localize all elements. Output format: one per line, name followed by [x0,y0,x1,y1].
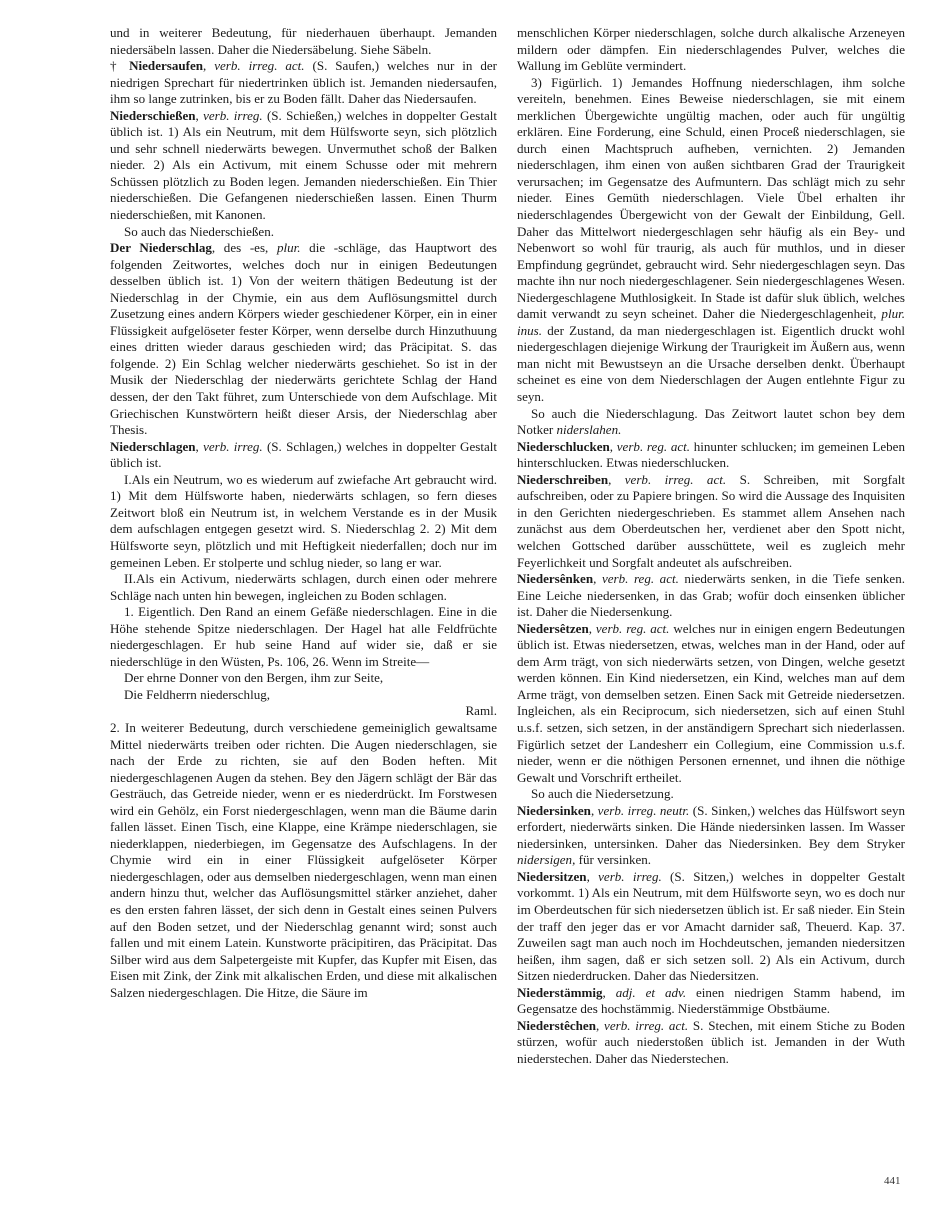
entry-text: (S. Saufen,) welches nur in der niedrigen Sprechart für niedertrinken üblich ist. Jemanden niedersaufen, ihm so lange zutrinken, bis er zu Boden fällt. Daher das Niedersaufen. [110,58,497,107]
entry-text: , [590,802,598,818]
grammar-note: verb. irreg. [598,868,662,884]
headword: Niederstêchen [517,1017,596,1033]
entry-text: menschlichen Körper niederschlagen, solche durch alkalische Arzeneyen mildern oder dämpfen. Ein niederschlagendes Pulver, welches die Wallung im Geblüte vermindert. [517,25,905,74]
entry-text: , [195,438,204,454]
entry-text: , [203,58,215,74]
entry-text: die -schläge, das Hauptwort des folgenden Zeitwortes, welches doch nur in einigen Bedeutungen desselben üblich ist. 1) Von der weitern thätigen Bedeutung ist der Niederschlag in der Chymie, ein aus dem Auflösungsmittel durch Zusetzung eines andern Körpers wieder geschiedener Körper, ein in einer Flüssigkeit aufgelöseter fester Körper, wenn derselbe durch Hinzuthuung eines dritten wieder daraus geschieden wird; das Präcipitat. S. das folgende. 2) Ein Schlag welcher niederwärts geschiehet. So ist in der Musik der Niederschlag der niederwärts gerichtete Schlag der Hand dessen, der den Takt führet, zum Unterschiede von dem Aufschlage. Mit Griechischen Kunstwörtern heißt dieser Arsis, der Niederschlag aber Thesis. [110,240,497,438]
grammar-note: verb. irreg. act. [604,1017,689,1033]
verse-line [110,670,497,687]
dictionary-paragraph [517,869,905,985]
page-number: 441 [884,1175,901,1187]
dictionary-paragraph [110,224,497,241]
headword: Niedersaufen [129,58,204,74]
dictionary-paragraph [517,406,905,439]
entry-text: und in weiterer Bedeutung, für niederhauen überhaupt. Jemanden niedersäbeln lassen. Daher die Niedersäbelung. Siehe Säbeln. [110,25,497,57]
entry-text: Der ehrne Donner von den Bergen, ihm zur Seite, [124,670,384,686]
headword: Niedersêtzen [517,620,589,636]
headword: Niedersênken [517,571,594,587]
dictionary-paragraph [517,75,905,406]
dictionary-paragraph [517,439,905,472]
entry-text: niederwärts senken, in die Tiefe senken. Eine Leiche niedersenken, in das Grab; wofür doch einsenken üblicher ist. Daher die Niedersenkung. [517,571,905,620]
grammar-note: verb. irreg. [203,438,263,454]
dictionary-paragraph [110,604,497,670]
entry-text: II.Als ein Activum, niederwärts schlagen, durch einen oder mehrere Schläge nach unten hin bewegen, ingleichen zu Boden schlagen. [110,571,497,603]
entry-text: So auch das Niederschießen. [124,223,274,239]
entry-text: , [593,571,602,587]
headword: Niedersinken [517,802,591,818]
grammar-note: verb. irreg. neutr. [597,802,690,818]
headword: Niederschlagen [110,438,196,454]
dictionary-paragraph [517,571,905,621]
dictionary-paragraph [110,720,497,1001]
dictionary-paragraph [110,240,497,439]
entry-text: , [588,620,596,636]
entry-text: (S. Sitzen,) welches in doppelter Gestalt vorkommt. 1) Als ein Neutrum, mit dem Hülfsworte seyn, wo es doch nur im Oberdeutschen für sich niedersetzen üblich ist. Er saß nieder. Ein Stein der traff den jeger das er vor Amacht darnider saß, Theuerd. Kap. 37. Zuweilen sagt man auch noch im Hochdeutschen, jemanden niedersitzen heißen, ihm sagen, daß er sich setzen soll. 2) Als ein Activum, durch Sitzen niederdrucken. Daher das Niedersitzen. [517,868,906,984]
entry-text: , [602,984,616,1000]
entry-text: Raml. [465,703,497,719]
entry-text: I.Als ein Neutrum, wo es wiederum auf zwiefache Art gebraucht wird. 1) Mit dem Hülfsworte haben, niederwärts schlagen, so fern dieses Zeitwort bloß ein Neutrum ist, in welchem Verstande es in der Musik dem aufschlagen entgegen gesetzt wird. S. Niederschlag 2. 2) Mit dem Hülfsworte seyn, plötzlich und mit Heftigkeit niederfallen; doch nur im gemeinen Leben. Er stolperte und schlug nieder, so lang er war. [110,471,497,570]
grammar-note: verb. reg. act. [595,620,670,636]
dictionary-paragraph [517,621,905,786]
entry-text: So auch die Niedersetzung. [531,786,674,802]
grammar-note: niderslahen. [556,422,622,438]
dictionary-paragraph [517,786,905,803]
entry-text: , [195,107,204,123]
entry-text: , [586,868,599,884]
entry-text: hinunter schlucken; im gemeinen Leben hinterschlucken. Etwas niederschlucken. [517,438,905,471]
left-column [110,25,497,1001]
dictionary-paragraph [110,58,497,108]
dictionary-paragraph [110,25,497,58]
grammar-note: adj. et adv. [615,984,687,1000]
headword: Niederstämmig [517,984,603,1000]
verse-source [110,703,497,720]
grammar-note: nidersigen, [517,852,576,868]
entry-text: welches nur in einigen engern Bedeutungen üblich ist. Etwas niedersetzen, etwas, welches man in der Hand, oder auf dem Arm trägt, von sich niederwärts setzen, von Dingen, welche gesetzt werden können. Ein Kind niedersetzen, ein Kind, welches man auf dem Arme trägt, von demselben setzen. Einen Sack mit Getreide niedersetzen. Ingleichen, als ein Reciprocum, sich niedersetzen, sich auf einen Stuhl u.s.f. setzen, sich setzen, in der anständigern Sprechart sich niederlassen. Figürlich setzet der Landesherr ein Collegium, eine Commission u.s.f. nieder, wenn er die nöthigen Personen ernennet, und ihnen die nöthige Gewalt und Vorschrift ertheilet. [517,620,905,785]
entry-text: (S. Schlagen,) welches in doppelter Gestalt üblich ist. [110,438,497,471]
headword: Der Niederschlag [110,240,212,256]
entry-text: 1. Eigentlich. Den Rand an einem Gefäße niederschlagen. Eine in die Höhe stehende Spitze niederschlagen. Der Hagel hat alle Feldfrüchte niedergeschlagen. Er hub seine Hand auf wider sie, daß er sie niederschlüge in den Wüsten, Ps. 106, 26. Wenn im Streite— [110,604,497,669]
entry-text: 3) Figürlich. 1) Jemandes Hoffnung niederschlagen, ihm solche vereiteln, benehmen. Eines Beweise niederschlagen, sie mit einem merklichen Übergewichte ungültig machen, oder auch für ungültig erklären. Eine Forderung, eine Schuld, einen Proceß niederschlagen, sie durch einen Machtspruch aufheben, vernichten. 2) Jemanden niederschlagen, ihm einen von außen sichtbaren Grad der Traurigkeit verursachen; im Gegensatze des Aufmuntern. Das schlägt mich zu sehr nieder. Eines Gemüth niederschlagen. Viele Übel erhalten ihr niederschlagendes Übergewicht von der Gewalt der Einbildung, Gell. Daher das Mittelwort niedergeschlagen sehr häufig als ein Bey- und Nebenwort so wohl für traurig, als auch für muthlos, und in dieser Empfindung gegründet, gebraucht wird. Sehr niedergeschlagen seyn. Das machte ihn nur noch niedergeschlagener. Sein niedergeschlagenes Wesen. Niedergeschlagene Muthlosigkeit. In Stade ist dafür sluk üblich, welches damit verwandt zu seyn scheinet. Daher die Niedergeschlagenheit, [517,74,905,322]
grammar-note: plur. inus. [517,306,905,338]
dictionary-paragraph [517,472,905,571]
dictionary-paragraph [110,571,497,604]
grammar-note: verb. irreg. [203,107,263,123]
entry-text: , [595,1017,605,1033]
dictionary-paragraph [110,472,497,571]
entry-text: (S. Schießen,) welches in doppelter Gestalt üblich ist. 1) Als ein Neutrum, mit dem Hülfsworte seyn, sich plötzlich und sehr schnell niederwärts bewegen. Unvermuthet schoß der Balken nieder. 2) Als ein Activum, mit einem Schusse oder mit mehrern Schüssen plötzlich zu Boden legen. Jemanden niederschießen. Ein Thier niederschießen. Die Gefangenen niederschießen lassen. Einen Thurm niederschießen, mit Kanonen. [110,107,497,223]
entry-text: , [608,471,625,487]
dictionary-paragraph [110,439,497,472]
dictionary-paragraph [517,985,905,1018]
entry-text: S. Schreiben, mit Sorgfalt aufschreiben, oder zu Papiere bringen. So wird die Aussage des Inquisiten in den Gerichten niedergeschrieben. Es stammet allem Ansehen nach zunächst aus dem Oberdeutschen her, verdienet aber den Spott nicht, welchen Gottsched darüber ausschüttete, weil es zugleich mehr Feyerlichkeit und Sorgfalt andeutet als aufschreiben. [517,471,905,570]
entry-text: einen niedrigen Stamm habend, im Gegensatze des hochstämmig. Niederstämmige Obstbäume. [517,984,905,1017]
headword: Niederschlucken [517,438,610,454]
entry-text: (S. Sinken,) welches das Hülfswort seyn erfordert, niederwärts sinken. Die Hände niedersinken lassen. Im Wasser niedersinken, untersinken. Daher das Niedersinken. Bey dem Stryker [517,802,906,851]
dictionary-paragraph [517,1018,905,1068]
dictionary-paragraph [110,108,497,224]
entry-text: 2. In weiterer Bedeutung, durch verschiedene gemeiniglich gewaltsame Mittel niederwärts treiben oder richten. Die Augen niederschlagen, sie nach der Erde zu richten, sie auf den Boden heften. Mit niedergeschlagenen Augen da stehen. Bey den Jägern schlägt der Bär das Gesträuch, das Getreide nieder, wenn er es niederdrückt. Im Forstwesen wird ein Gehölz, ein Forst niedergeschlagen, wenn man die Bäume darin fallen lässet. Einen Tisch, eine Klappe, eine Krämpe niederschlagen, sie niederklappen, niederbiegen, im Gegensatze des Aufschlagens. In der Chymie wird ein in einer Flüssigkeit aufgelöseter Körper niedergeschlagen, oder aus demselben niedergeschlagen, wenn man einen andern hinzu thut, welcher das Auflösungsmittel stärker anziehet, daher es den ersten fahren lässet, der sich denn in Gestalt eines seinen Pulvers auf den Boden setzet, und der Niederschlag genannt wird; sonst auch fallen und mit einem Latein. Kunstworte präcipitiren, das Präcipitat. Das Silber wird aus dem Salpetergeiste mit Kupfer, das Kupfer mit Eisen, das Eisen mit Zink, der Zink mit alkalischen Erden, und diese mit alkalischen Salzen niedergeschlagen. Die Hitze, die Säure im [110,719,497,1000]
headword: Niederschreiben [517,471,609,487]
grammar-note: verb. reg. act. [616,438,691,454]
dictionary-paragraph [517,803,905,869]
grammar-note: verb. reg. act. [601,571,679,587]
right-column [517,25,905,1067]
entry-text: So auch die Niederschlagung. Das Zeitwort lautet schon bey dem Notker [517,405,905,438]
grammar-note: plur. [276,240,301,256]
entry-text: der Zustand, da man niedergeschlagen ist. Eigentlich druckt wohl niedergeschlagen diejenige Wirkung der Traurigkeit im Äußern aus, wenn man nicht mit Bewustseyn an die Ursache derselben denkt. Überhaupt scheinet es eine von dem Niederschlagen der Augen entlehnte Figur zu seyn. [517,322,905,405]
headword: Niederschießen [110,107,196,123]
entry-text: S. Stechen, mit einem Stiche zu Boden stürzen, wofür auch niederstoßen üblich ist. Jemanden in der Wuth niederstechen. Daher das Niederstechen. [517,1017,905,1066]
headword: Niedersitzen [517,868,587,884]
dictionary-paragraph [517,25,905,75]
grammar-note: verb. irreg. act. [624,471,727,487]
entry-text: , [609,438,617,454]
entry-text: für versinken. [575,852,652,868]
entry-text: Die Feldherrn niederschlug, [124,686,271,702]
entry-text: , des -es, [211,240,277,256]
entry-text: † [110,58,130,74]
grammar-note: verb. irreg. act. [214,58,305,74]
verse-line [110,687,497,704]
